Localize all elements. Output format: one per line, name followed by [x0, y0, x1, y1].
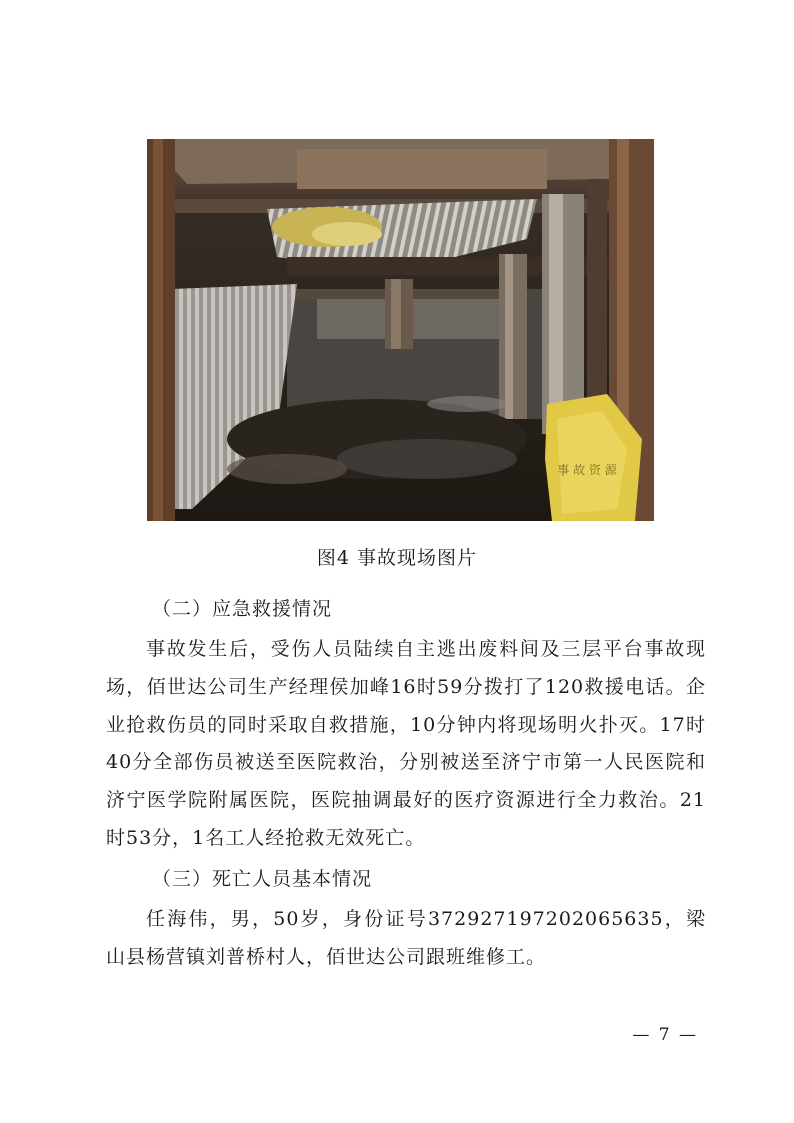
accident-scene-photo [147, 139, 654, 521]
figure-caption: 图4 事故现场图片 [316, 547, 478, 569]
accident-scene-illustration [147, 139, 654, 521]
section-heading-deceased-info: （三）死亡人员基本情况 [152, 868, 373, 890]
section-paragraph-emergency-rescue: 事故发生后，受伤人员陆续自主逃出废料间及三层平台事故现场，佰世达公司生产经理侯加峰16时59分拨打了120救援电话。企业抢救伤员的同时采取自救措施，10分钟内将现场明火扑灭。17时40分全部伤员被送至医院救治，分别被送至济宁市第一人民医院和济宁医学院附属医院，医院抽调最好的医疗资源进行全力救治。21时53分，1名工人经抢救无效死亡。 [106, 638, 706, 849]
section-paragraph-deceased-info: 任海伟，男，50岁，身份证号372927197202065635，梁山县杨营镇刘普桥村人，佰世达公司跟班维修工。 [106, 908, 706, 968]
section-heading-emergency-rescue: （二）应急救援情况 [152, 598, 333, 620]
bag-print: 事 故 资 源 [557, 463, 617, 477]
page-number: — 7 — [632, 1025, 698, 1045]
